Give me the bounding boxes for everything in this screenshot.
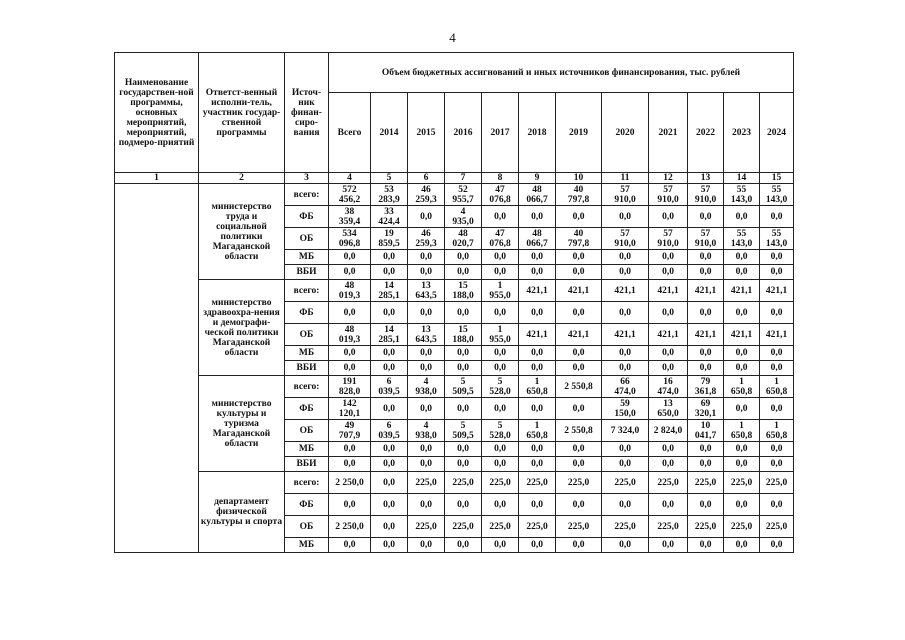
value-cell: 0,0 [445, 398, 482, 420]
column-number: 14 [724, 173, 760, 184]
value-cell: 0,0 [602, 361, 649, 376]
value-cell: 0,0 [329, 538, 371, 553]
value-cell: 13 643,5 [408, 280, 445, 302]
value-cell: 0,0 [371, 302, 408, 324]
value-cell: 0,0 [371, 346, 408, 361]
value-cell: 0,0 [482, 346, 519, 361]
value-cell: 0,0 [408, 442, 445, 457]
value-cell: 0,0 [445, 250, 482, 265]
value-cell: 0,0 [371, 457, 408, 472]
value-cell: 0,0 [408, 398, 445, 420]
column-number: 15 [760, 173, 794, 184]
value-cell: 38 359,4 [329, 206, 371, 228]
value-cell: 0,0 [602, 346, 649, 361]
value-cell: 0,0 [649, 250, 688, 265]
value-cell: 48 066,7 [519, 184, 556, 206]
funding-source-cell: ОБ [285, 420, 329, 442]
value-cell: 52 955,7 [445, 184, 482, 206]
value-cell: 0,0 [482, 494, 519, 516]
value-cell: 1 650,8 [519, 376, 556, 398]
value-cell: 0,0 [556, 361, 602, 376]
value-cell: 53 283,9 [371, 184, 408, 206]
value-cell: 0,0 [445, 494, 482, 516]
value-cell: 0,0 [408, 265, 445, 280]
value-cell: 0,0 [556, 398, 602, 420]
value-cell: 0,0 [649, 442, 688, 457]
value-cell: 1 650,8 [724, 420, 760, 442]
value-cell: 1 650,8 [724, 376, 760, 398]
value-cell: 13 643,5 [408, 324, 445, 346]
column-number: 2 [199, 173, 285, 184]
value-cell: 19 859,5 [371, 228, 408, 250]
value-cell: 0,0 [445, 302, 482, 324]
value-cell: 0,0 [649, 302, 688, 324]
value-cell: 0,0 [408, 206, 445, 228]
value-cell: 0,0 [371, 442, 408, 457]
value-cell: 0,0 [688, 265, 724, 280]
funding-source-cell: всего: [285, 472, 329, 494]
value-cell: 0,0 [408, 302, 445, 324]
value-cell: 0,0 [445, 538, 482, 553]
value-cell: 40 797,8 [556, 184, 602, 206]
value-cell: 0,0 [445, 346, 482, 361]
value-cell: 225,0 [688, 516, 724, 538]
value-cell: 421,1 [519, 324, 556, 346]
value-cell: 0,0 [519, 538, 556, 553]
value-cell: 7 324,0 [602, 420, 649, 442]
value-cell: 0,0 [556, 346, 602, 361]
value-cell: 0,0 [371, 472, 408, 494]
value-cell: 0,0 [482, 361, 519, 376]
value-cell: 0,0 [649, 361, 688, 376]
value-cell: 0,0 [371, 361, 408, 376]
column-number: 4 [329, 173, 371, 184]
value-cell: 0,0 [760, 494, 794, 516]
value-cell: 0,0 [329, 442, 371, 457]
value-cell: 0,0 [602, 206, 649, 228]
funding-source-cell: ОБ [285, 516, 329, 538]
value-cell: 0,0 [329, 346, 371, 361]
value-cell: 0,0 [724, 361, 760, 376]
value-cell: 57 910,0 [602, 228, 649, 250]
value-cell: 0,0 [602, 457, 649, 472]
value-cell: 4 935,0 [445, 206, 482, 228]
value-cell: 0,0 [556, 442, 602, 457]
header-budget-volume: Объем бюджетных ассигнований и иных источников финансирования, тыс. рублей [329, 53, 794, 93]
value-cell: 225,0 [602, 472, 649, 494]
value-cell: 0,0 [724, 494, 760, 516]
header-year: 2023 [724, 93, 760, 173]
value-cell: 0,0 [688, 206, 724, 228]
value-cell: 55 143,0 [760, 184, 794, 206]
value-cell: 1 955,0 [482, 324, 519, 346]
value-cell: 5 528,0 [482, 376, 519, 398]
column-number: 5 [371, 173, 408, 184]
value-cell: 421,1 [519, 280, 556, 302]
value-cell: 69 320,1 [688, 398, 724, 420]
header-executor: Ответст-венный исполни-тель, участник государ-ственной программы [199, 53, 285, 173]
value-cell: 0,0 [602, 442, 649, 457]
value-cell: 0,0 [371, 398, 408, 420]
funding-source-cell: МБ [285, 442, 329, 457]
table-row [115, 184, 794, 206]
value-cell: 225,0 [519, 472, 556, 494]
value-cell: 225,0 [408, 516, 445, 538]
funding-source-cell: всего: [285, 280, 329, 302]
value-cell: 0,0 [408, 250, 445, 265]
value-cell: 225,0 [649, 516, 688, 538]
value-cell: 0,0 [519, 361, 556, 376]
value-cell: 57 910,0 [602, 184, 649, 206]
value-cell: 47 076,8 [482, 228, 519, 250]
header-year: 2018 [519, 93, 556, 173]
column-number: 10 [556, 173, 602, 184]
value-cell: 191 828,0 [329, 376, 371, 398]
funding-source-cell: ОБ [285, 324, 329, 346]
value-cell: 421,1 [556, 280, 602, 302]
value-cell: 225,0 [760, 516, 794, 538]
value-cell: 0,0 [519, 442, 556, 457]
funding-source-cell: всего: [285, 184, 329, 206]
value-cell: 48 066,7 [519, 228, 556, 250]
value-cell: 59 150,0 [602, 398, 649, 420]
header-year: Всего [329, 93, 371, 173]
value-cell: 0,0 [760, 302, 794, 324]
value-cell: 225,0 [556, 472, 602, 494]
value-cell: 421,1 [602, 324, 649, 346]
value-cell: 1 650,8 [519, 420, 556, 442]
value-cell: 0,0 [408, 346, 445, 361]
value-cell: 0,0 [519, 494, 556, 516]
funding-source-cell: МБ [285, 538, 329, 553]
value-cell: 0,0 [649, 206, 688, 228]
value-cell: 13 650,0 [649, 398, 688, 420]
value-cell: 0,0 [688, 538, 724, 553]
value-cell: 0,0 [519, 250, 556, 265]
value-cell: 48 020,7 [445, 228, 482, 250]
executor-cell: министерство здравоохра-нения и демографи-ческой политики Магаданской области [199, 280, 285, 376]
value-cell: 0,0 [649, 538, 688, 553]
column-number: 9 [519, 173, 556, 184]
value-cell: 421,1 [724, 280, 760, 302]
value-cell: 0,0 [556, 538, 602, 553]
funding-source-cell: ФБ [285, 302, 329, 324]
value-cell: 0,0 [649, 457, 688, 472]
value-cell: 0,0 [649, 346, 688, 361]
value-cell: 0,0 [760, 346, 794, 361]
value-cell: 225,0 [408, 472, 445, 494]
value-cell: 0,0 [408, 494, 445, 516]
value-cell: 5 509,5 [445, 420, 482, 442]
value-cell: 225,0 [649, 472, 688, 494]
value-cell: 225,0 [445, 472, 482, 494]
value-cell: 15 188,0 [445, 280, 482, 302]
funding-source-cell: ВБИ [285, 265, 329, 280]
value-cell: 6 039,5 [371, 420, 408, 442]
page-number: 4 [449, 30, 456, 45]
column-number: 11 [602, 173, 649, 184]
value-cell: 0,0 [556, 494, 602, 516]
value-cell: 0,0 [482, 538, 519, 553]
value-cell: 225,0 [688, 472, 724, 494]
value-cell: 421,1 [649, 280, 688, 302]
value-cell: 225,0 [482, 472, 519, 494]
value-cell: 0,0 [408, 538, 445, 553]
header-program-name: Наименование государствен-ной программы, основных мероприятий, мероприятий, подмеро-приятий [115, 53, 199, 173]
value-cell: 0,0 [760, 538, 794, 553]
value-cell: 0,0 [688, 457, 724, 472]
value-cell: 225,0 [760, 472, 794, 494]
value-cell: 2 550,8 [556, 420, 602, 442]
value-cell: 0,0 [649, 494, 688, 516]
value-cell: 57 910,0 [649, 228, 688, 250]
value-cell: 0,0 [519, 206, 556, 228]
table-body [115, 184, 794, 553]
value-cell: 0,0 [445, 265, 482, 280]
header-year: 2015 [408, 93, 445, 173]
value-cell: 0,0 [688, 250, 724, 265]
value-cell: 225,0 [602, 516, 649, 538]
value-cell: 225,0 [482, 516, 519, 538]
value-cell: 4 938,0 [408, 376, 445, 398]
value-cell: 0,0 [329, 361, 371, 376]
value-cell: 0,0 [482, 302, 519, 324]
value-cell: 1 650,8 [760, 420, 794, 442]
value-cell: 0,0 [329, 265, 371, 280]
value-cell: 1 650,8 [760, 376, 794, 398]
value-cell: 225,0 [724, 472, 760, 494]
value-cell: 225,0 [724, 516, 760, 538]
value-cell: 421,1 [556, 324, 602, 346]
value-cell: 0,0 [760, 265, 794, 280]
value-cell: 0,0 [602, 250, 649, 265]
value-cell: 16 474,0 [649, 376, 688, 398]
value-cell: 0,0 [408, 457, 445, 472]
executor-cell: департамент физической культуры и спорта [199, 472, 285, 553]
funding-source-cell: МБ [285, 250, 329, 265]
value-cell: 57 910,0 [688, 184, 724, 206]
value-cell: 2 250,0 [329, 516, 371, 538]
value-cell: 225,0 [445, 516, 482, 538]
funding-source-cell: МБ [285, 346, 329, 361]
value-cell: 0,0 [556, 206, 602, 228]
value-cell: 0,0 [482, 398, 519, 420]
value-cell: 0,0 [519, 398, 556, 420]
value-cell: 0,0 [602, 538, 649, 553]
value-cell: 0,0 [519, 302, 556, 324]
value-cell: 421,1 [688, 324, 724, 346]
value-cell: 2 824,0 [649, 420, 688, 442]
column-number: 3 [285, 173, 329, 184]
value-cell: 0,0 [482, 250, 519, 265]
value-cell: 1 955,0 [482, 280, 519, 302]
value-cell: 0,0 [724, 442, 760, 457]
column-number: 7 [445, 173, 482, 184]
value-cell: 142 120,1 [329, 398, 371, 420]
value-cell: 55 143,0 [724, 228, 760, 250]
value-cell: 0,0 [724, 265, 760, 280]
value-cell: 0,0 [556, 457, 602, 472]
value-cell: 0,0 [688, 494, 724, 516]
value-cell: 0,0 [602, 265, 649, 280]
header-year: 2016 [445, 93, 482, 173]
value-cell: 0,0 [688, 361, 724, 376]
value-cell: 0,0 [688, 442, 724, 457]
value-cell: 0,0 [556, 265, 602, 280]
program-name-cell [115, 184, 199, 553]
value-cell: 0,0 [371, 250, 408, 265]
funding-source-cell: ФБ [285, 494, 329, 516]
column-number: 12 [649, 173, 688, 184]
column-number: 6 [408, 173, 445, 184]
value-cell: 0,0 [329, 457, 371, 472]
value-cell: 14 285,1 [371, 280, 408, 302]
executor-cell: министерство культуры и туризма Магаданской области [199, 376, 285, 472]
value-cell: 4 938,0 [408, 420, 445, 442]
value-cell: 0,0 [724, 346, 760, 361]
value-cell: 0,0 [445, 361, 482, 376]
value-cell: 421,1 [688, 280, 724, 302]
budget-table [114, 52, 794, 553]
value-cell: 0,0 [519, 457, 556, 472]
value-cell: 225,0 [519, 516, 556, 538]
value-cell: 6 039,5 [371, 376, 408, 398]
value-cell: 0,0 [329, 302, 371, 324]
funding-source-cell: ФБ [285, 398, 329, 420]
value-cell: 5 509,5 [445, 376, 482, 398]
value-cell: 0,0 [445, 457, 482, 472]
header-year: 2022 [688, 93, 724, 173]
header-funding-source: Источ-ник финан-сиро-вания [285, 53, 329, 173]
value-cell: 48 019,3 [329, 324, 371, 346]
value-cell: 421,1 [760, 280, 794, 302]
funding-source-cell: ОБ [285, 228, 329, 250]
value-cell: 0,0 [602, 302, 649, 324]
value-cell: 0,0 [371, 265, 408, 280]
value-cell: 0,0 [556, 250, 602, 265]
value-cell: 49 707,9 [329, 420, 371, 442]
header-year: 2020 [602, 93, 649, 173]
value-cell: 10 041,7 [688, 420, 724, 442]
value-cell: 0,0 [371, 494, 408, 516]
header-year: 2014 [371, 93, 408, 173]
value-cell: 2 550,8 [556, 376, 602, 398]
value-cell: 0,0 [329, 250, 371, 265]
value-cell: 0,0 [519, 346, 556, 361]
value-cell: 0,0 [482, 457, 519, 472]
value-cell: 0,0 [371, 516, 408, 538]
value-cell: 225,0 [556, 516, 602, 538]
value-cell: 66 474,0 [602, 376, 649, 398]
table-row [115, 376, 794, 398]
value-cell: 47 076,8 [482, 184, 519, 206]
column-numbers-row [115, 173, 794, 184]
header-year: 2019 [556, 93, 602, 173]
value-cell: 0,0 [724, 457, 760, 472]
value-cell: 2 250,0 [329, 472, 371, 494]
value-cell: 0,0 [371, 538, 408, 553]
value-cell: 79 361,8 [688, 376, 724, 398]
header-year: 2024 [760, 93, 794, 173]
value-cell: 48 019,3 [329, 280, 371, 302]
value-cell: 55 143,0 [760, 228, 794, 250]
value-cell: 0,0 [649, 265, 688, 280]
value-cell: 33 424,4 [371, 206, 408, 228]
value-cell: 421,1 [724, 324, 760, 346]
value-cell: 0,0 [724, 538, 760, 553]
value-cell: 46 259,3 [408, 228, 445, 250]
value-cell: 0,0 [602, 494, 649, 516]
value-cell: 40 797,8 [556, 228, 602, 250]
value-cell: 0,0 [760, 442, 794, 457]
value-cell: 46 259,3 [408, 184, 445, 206]
value-cell: 0,0 [760, 250, 794, 265]
value-cell: 0,0 [519, 265, 556, 280]
value-cell: 0,0 [724, 302, 760, 324]
value-cell: 0,0 [482, 206, 519, 228]
column-number: 8 [482, 173, 519, 184]
value-cell: 0,0 [760, 361, 794, 376]
funding-source-cell: всего: [285, 376, 329, 398]
value-cell: 572 456,2 [329, 184, 371, 206]
value-cell: 421,1 [760, 324, 794, 346]
value-cell: 15 188,0 [445, 324, 482, 346]
value-cell: 0,0 [688, 346, 724, 361]
value-cell: 0,0 [329, 494, 371, 516]
executor-cell: министерство труда и социальной политики Магаданской области [199, 184, 285, 280]
value-cell: 0,0 [724, 398, 760, 420]
value-cell: 5 528,0 [482, 420, 519, 442]
value-cell: 0,0 [482, 265, 519, 280]
value-cell: 0,0 [445, 442, 482, 457]
column-number: 1 [115, 173, 199, 184]
funding-source-cell: ВБИ [285, 361, 329, 376]
value-cell: 0,0 [760, 206, 794, 228]
header-year: 2021 [649, 93, 688, 173]
value-cell: 0,0 [482, 442, 519, 457]
value-cell: 534 096,8 [329, 228, 371, 250]
value-cell: 0,0 [556, 302, 602, 324]
value-cell: 0,0 [408, 361, 445, 376]
value-cell: 421,1 [649, 324, 688, 346]
value-cell: 0,0 [760, 457, 794, 472]
value-cell: 14 285,1 [371, 324, 408, 346]
value-cell: 0,0 [688, 302, 724, 324]
value-cell: 57 910,0 [688, 228, 724, 250]
funding-source-cell: ВБИ [285, 457, 329, 472]
value-cell: 0,0 [724, 250, 760, 265]
value-cell: 0,0 [760, 398, 794, 420]
column-number: 13 [688, 173, 724, 184]
value-cell: 57 910,0 [649, 184, 688, 206]
header-year: 2017 [482, 93, 519, 173]
table-row [115, 472, 794, 494]
value-cell: 55 143,0 [724, 184, 760, 206]
value-cell: 0,0 [724, 206, 760, 228]
funding-source-cell: ФБ [285, 206, 329, 228]
value-cell: 421,1 [602, 280, 649, 302]
table-row [115, 280, 794, 302]
